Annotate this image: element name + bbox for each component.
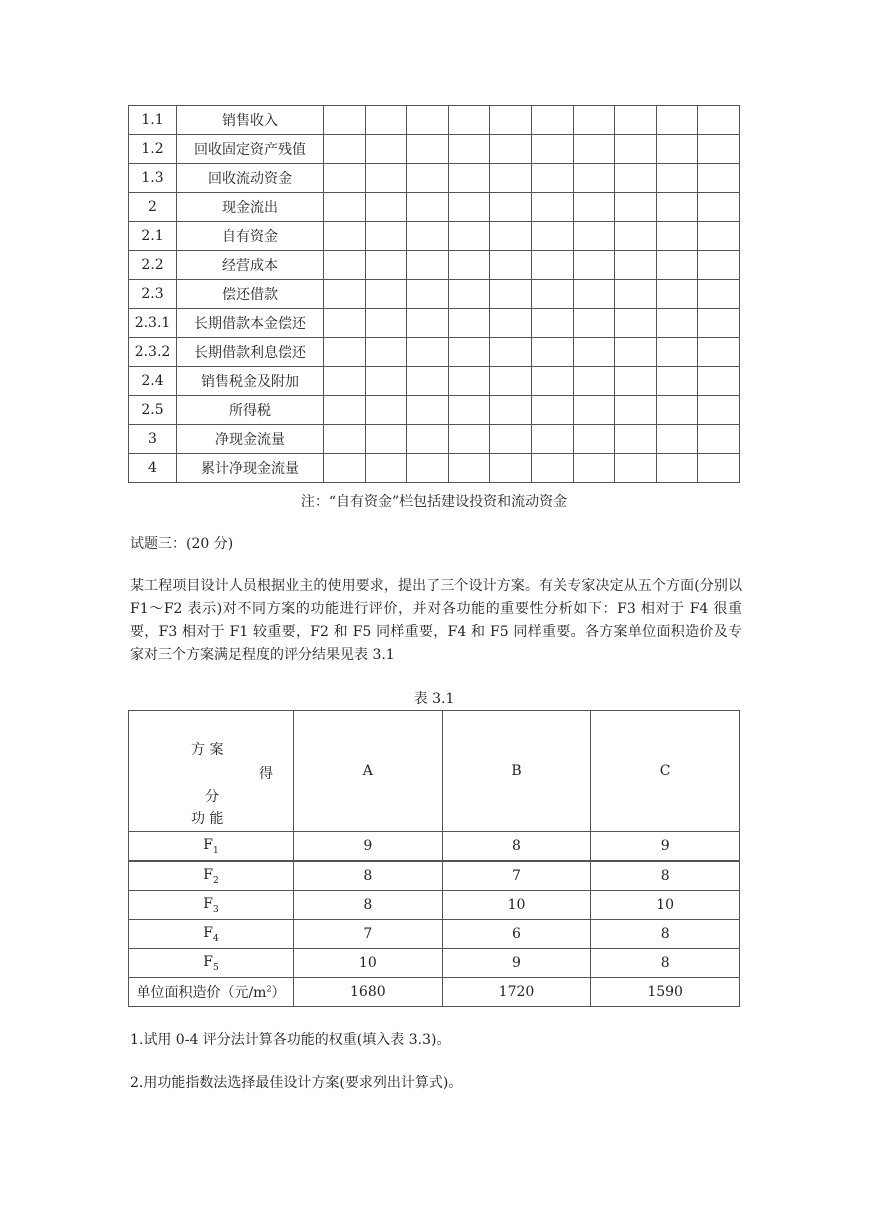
empty-cell bbox=[698, 367, 740, 396]
empty-cell bbox=[531, 251, 573, 280]
empty-cell bbox=[490, 280, 532, 309]
table-row bbox=[129, 949, 740, 978]
cost-label bbox=[129, 978, 294, 1007]
cost-cell: 1590 bbox=[591, 978, 740, 1007]
empty-cell bbox=[365, 106, 407, 135]
function-letter: F bbox=[203, 836, 213, 853]
row-item-name: 现金流出 bbox=[177, 193, 324, 222]
cost-label-end: ） bbox=[271, 985, 286, 1001]
table-row bbox=[129, 891, 740, 920]
table-row bbox=[129, 222, 740, 251]
empty-cell bbox=[490, 309, 532, 338]
empty-cell bbox=[531, 454, 573, 483]
empty-cell bbox=[407, 454, 449, 483]
empty-cell bbox=[573, 396, 615, 425]
empty-cell bbox=[531, 309, 573, 338]
score-cell: 10 bbox=[294, 949, 443, 978]
function-label bbox=[129, 920, 294, 949]
question-2: 2.用功能指数法选择最佳设计方案(要求列出计算式)。 bbox=[130, 1075, 463, 1091]
empty-cell bbox=[324, 338, 366, 367]
empty-cell bbox=[698, 135, 740, 164]
empty-cell bbox=[531, 425, 573, 454]
table-row bbox=[129, 251, 740, 280]
empty-cell bbox=[573, 309, 615, 338]
function-index: 1 bbox=[212, 845, 219, 856]
empty-cell bbox=[615, 135, 657, 164]
empty-cell bbox=[407, 251, 449, 280]
empty-cell bbox=[365, 338, 407, 367]
empty-cell bbox=[490, 367, 532, 396]
empty-cell bbox=[698, 454, 740, 483]
empty-cell bbox=[615, 396, 657, 425]
empty-cell bbox=[490, 193, 532, 222]
empty-cell bbox=[573, 193, 615, 222]
empty-cell bbox=[656, 454, 698, 483]
empty-cell bbox=[615, 251, 657, 280]
empty-cell bbox=[615, 454, 657, 483]
row-number: 2.5 bbox=[129, 396, 177, 425]
table-row bbox=[129, 832, 740, 862]
score-cell: 8 bbox=[591, 861, 740, 891]
function-label bbox=[129, 832, 294, 862]
empty-cell bbox=[448, 367, 490, 396]
row-item-name: 回收固定资产残值 bbox=[177, 135, 324, 164]
empty-cell bbox=[615, 338, 657, 367]
empty-cell bbox=[448, 280, 490, 309]
function-index: 2 bbox=[212, 875, 219, 886]
empty-cell bbox=[656, 367, 698, 396]
empty-cell bbox=[324, 309, 366, 338]
empty-cell bbox=[698, 396, 740, 425]
score-table bbox=[128, 710, 740, 1007]
row-item-name: 经营成本 bbox=[177, 251, 324, 280]
empty-cell bbox=[365, 251, 407, 280]
function-label bbox=[129, 949, 294, 978]
header-score-2: 分 bbox=[205, 789, 219, 805]
empty-cell bbox=[531, 193, 573, 222]
empty-cell bbox=[448, 338, 490, 367]
cost-label-text: 单位面积造价（元/m bbox=[136, 985, 267, 1001]
row-item-name: 累计净现金流量 bbox=[177, 454, 324, 483]
empty-cell bbox=[448, 396, 490, 425]
table-note: 注：“自有资金”栏包括建设投资和流动资金 bbox=[300, 494, 568, 510]
table-row bbox=[129, 106, 740, 135]
empty-cell bbox=[698, 338, 740, 367]
score-cell: 10 bbox=[591, 891, 740, 920]
row-item-name: 销售税金及附加 bbox=[177, 367, 324, 396]
question-title: 试题三：(20 分) bbox=[130, 536, 234, 552]
empty-cell bbox=[490, 454, 532, 483]
empty-cell bbox=[448, 106, 490, 135]
empty-cell bbox=[573, 222, 615, 251]
cost-cell: 1720 bbox=[442, 978, 591, 1007]
question-1: 1.试用 0-4 评分法计算各功能的权重(填入表 3.3)。 bbox=[130, 1032, 451, 1048]
empty-cell bbox=[656, 193, 698, 222]
empty-cell bbox=[573, 106, 615, 135]
empty-cell bbox=[656, 425, 698, 454]
empty-cell bbox=[531, 164, 573, 193]
empty-cell bbox=[407, 396, 449, 425]
score-cell: 8 bbox=[294, 861, 443, 891]
empty-cell bbox=[656, 396, 698, 425]
score-cell: 8 bbox=[442, 832, 591, 862]
empty-cell bbox=[490, 251, 532, 280]
row-number: 2 bbox=[129, 193, 177, 222]
empty-cell bbox=[324, 425, 366, 454]
empty-cell bbox=[324, 396, 366, 425]
cost-label-superscript: 2 bbox=[266, 984, 272, 994]
row-item-name: 自有资金 bbox=[177, 222, 324, 251]
empty-cell bbox=[531, 367, 573, 396]
function-letter: F bbox=[203, 866, 213, 883]
table-row bbox=[129, 280, 740, 309]
score-cell: 10 bbox=[442, 891, 591, 920]
empty-cell bbox=[531, 135, 573, 164]
empty-cell bbox=[615, 309, 657, 338]
table-row bbox=[129, 309, 740, 338]
row-item-name: 回收流动资金 bbox=[177, 164, 324, 193]
row-number: 3 bbox=[129, 425, 177, 454]
empty-cell bbox=[324, 454, 366, 483]
table-row bbox=[129, 920, 740, 949]
empty-cell bbox=[615, 164, 657, 193]
empty-cell bbox=[407, 309, 449, 338]
empty-cell bbox=[656, 251, 698, 280]
row-item-name: 偿还借款 bbox=[177, 280, 324, 309]
empty-cell bbox=[448, 454, 490, 483]
cost-row bbox=[129, 978, 740, 1007]
function-label bbox=[129, 891, 294, 920]
row-number: 2.3 bbox=[129, 280, 177, 309]
table-row bbox=[129, 338, 740, 367]
empty-cell bbox=[573, 367, 615, 396]
empty-cell bbox=[698, 309, 740, 338]
empty-cell bbox=[656, 222, 698, 251]
empty-cell bbox=[656, 164, 698, 193]
empty-cell bbox=[448, 193, 490, 222]
score-cell: 9 bbox=[442, 949, 591, 978]
empty-cell bbox=[615, 106, 657, 135]
empty-cell bbox=[324, 222, 366, 251]
row-item-name: 销售收入 bbox=[177, 106, 324, 135]
score-cell: 8 bbox=[591, 949, 740, 978]
empty-cell bbox=[407, 164, 449, 193]
empty-cell bbox=[698, 251, 740, 280]
table-row bbox=[129, 193, 740, 222]
empty-cell bbox=[407, 106, 449, 135]
empty-cell bbox=[573, 251, 615, 280]
empty-cell bbox=[490, 425, 532, 454]
table-row bbox=[129, 135, 740, 164]
score-cell: 7 bbox=[442, 861, 591, 891]
empty-cell bbox=[365, 396, 407, 425]
row-number: 1.1 bbox=[129, 106, 177, 135]
empty-cell bbox=[407, 193, 449, 222]
empty-cell bbox=[448, 425, 490, 454]
empty-cell bbox=[490, 222, 532, 251]
table-row bbox=[129, 425, 740, 454]
empty-cell bbox=[490, 164, 532, 193]
empty-cell bbox=[365, 193, 407, 222]
empty-cell bbox=[531, 338, 573, 367]
row-number: 2.1 bbox=[129, 222, 177, 251]
empty-cell bbox=[448, 135, 490, 164]
empty-cell bbox=[324, 164, 366, 193]
empty-cell bbox=[365, 280, 407, 309]
empty-cell bbox=[573, 454, 615, 483]
empty-cell bbox=[448, 164, 490, 193]
empty-cell bbox=[573, 135, 615, 164]
row-item-name: 长期借款利息偿还 bbox=[177, 338, 324, 367]
empty-cell bbox=[698, 164, 740, 193]
empty-cell bbox=[365, 309, 407, 338]
table-row bbox=[129, 454, 740, 483]
empty-cell bbox=[656, 309, 698, 338]
empty-cell bbox=[698, 106, 740, 135]
empty-cell bbox=[324, 251, 366, 280]
empty-cell bbox=[573, 425, 615, 454]
diagonal-header-cell bbox=[129, 711, 294, 832]
empty-cell bbox=[698, 193, 740, 222]
function-index: 5 bbox=[212, 962, 219, 973]
function-letter: F bbox=[203, 924, 213, 941]
function-index: 3 bbox=[212, 904, 219, 915]
empty-cell bbox=[324, 106, 366, 135]
row-item-name: 长期借款本金偿还 bbox=[177, 309, 324, 338]
row-item-name: 所得税 bbox=[177, 396, 324, 425]
empty-cell bbox=[490, 135, 532, 164]
empty-cell bbox=[531, 396, 573, 425]
function-letter: F bbox=[203, 895, 213, 912]
empty-cell bbox=[365, 367, 407, 396]
empty-cell bbox=[531, 106, 573, 135]
score-cell: 7 bbox=[294, 920, 443, 949]
score-cell: 9 bbox=[294, 832, 443, 862]
empty-cell bbox=[490, 106, 532, 135]
empty-cell bbox=[490, 396, 532, 425]
row-item-name: 净现金流量 bbox=[177, 425, 324, 454]
row-number: 2.3.1 bbox=[129, 309, 177, 338]
row-number: 4 bbox=[129, 454, 177, 483]
empty-cell bbox=[407, 280, 449, 309]
empty-cell bbox=[407, 135, 449, 164]
empty-cell bbox=[448, 309, 490, 338]
score-table-header bbox=[129, 711, 740, 832]
empty-cell bbox=[698, 222, 740, 251]
score-cell: 6 bbox=[442, 920, 591, 949]
score-cell: 9 bbox=[591, 832, 740, 862]
empty-cell bbox=[531, 280, 573, 309]
empty-cell bbox=[407, 425, 449, 454]
table-row bbox=[129, 164, 740, 193]
header-function: 功 能 bbox=[191, 811, 224, 827]
function-label bbox=[129, 861, 294, 891]
cash-flow-table bbox=[128, 105, 740, 483]
score-cell: 8 bbox=[294, 891, 443, 920]
row-number: 2.3.2 bbox=[129, 338, 177, 367]
cost-cell: 1680 bbox=[294, 978, 443, 1007]
row-number: 2.2 bbox=[129, 251, 177, 280]
empty-cell bbox=[448, 251, 490, 280]
empty-cell bbox=[656, 280, 698, 309]
empty-cell bbox=[324, 280, 366, 309]
table-row bbox=[129, 367, 740, 396]
score-cell: 8 bbox=[591, 920, 740, 949]
empty-cell bbox=[365, 164, 407, 193]
table-caption: 表 3.1 bbox=[413, 691, 455, 707]
row-number: 1.3 bbox=[129, 164, 177, 193]
header-scheme: 方 案 bbox=[191, 742, 224, 758]
empty-cell bbox=[324, 135, 366, 164]
empty-cell bbox=[365, 135, 407, 164]
empty-cell bbox=[407, 367, 449, 396]
empty-cell bbox=[698, 425, 740, 454]
empty-cell bbox=[615, 280, 657, 309]
empty-cell bbox=[324, 193, 366, 222]
row-number: 2.4 bbox=[129, 367, 177, 396]
empty-cell bbox=[615, 222, 657, 251]
empty-cell bbox=[365, 454, 407, 483]
empty-cell bbox=[365, 222, 407, 251]
function-index: 4 bbox=[212, 933, 219, 944]
table-row bbox=[129, 396, 740, 425]
empty-cell bbox=[615, 425, 657, 454]
empty-cell bbox=[407, 222, 449, 251]
empty-cell bbox=[656, 135, 698, 164]
empty-cell bbox=[490, 338, 532, 367]
empty-cell bbox=[448, 222, 490, 251]
empty-cell bbox=[324, 367, 366, 396]
column-header-b: B bbox=[442, 711, 591, 832]
empty-cell bbox=[573, 164, 615, 193]
column-header-a: A bbox=[294, 711, 443, 832]
empty-cell bbox=[656, 106, 698, 135]
table-row bbox=[129, 861, 740, 891]
row-number: 1.2 bbox=[129, 135, 177, 164]
header-score-1: 得 bbox=[259, 766, 273, 782]
empty-cell bbox=[615, 367, 657, 396]
function-letter: F bbox=[203, 953, 213, 970]
empty-cell bbox=[407, 338, 449, 367]
empty-cell bbox=[573, 338, 615, 367]
question-body: 某工程项目设计人员根据业主的使用要求，提出了三个设计方案。有关专家决定从五个方面(分别以 F1～F2 表示)对不同方案的功能进行评价，并对各功能的重要性分析如下：F3 相对于 F4 很重要，F3 相对于 F1 较重要，F2 和 F5 同样重要，F4 和 F5 同样重要。各方案单位面积造价及专家对三个方案满足程度的评分结果见表 3.1 bbox=[130, 578, 742, 663]
empty-cell bbox=[698, 280, 740, 309]
column-header-c: C bbox=[591, 711, 740, 832]
empty-cell bbox=[615, 193, 657, 222]
empty-cell bbox=[573, 280, 615, 309]
empty-cell bbox=[531, 222, 573, 251]
empty-cell bbox=[656, 338, 698, 367]
empty-cell bbox=[365, 425, 407, 454]
